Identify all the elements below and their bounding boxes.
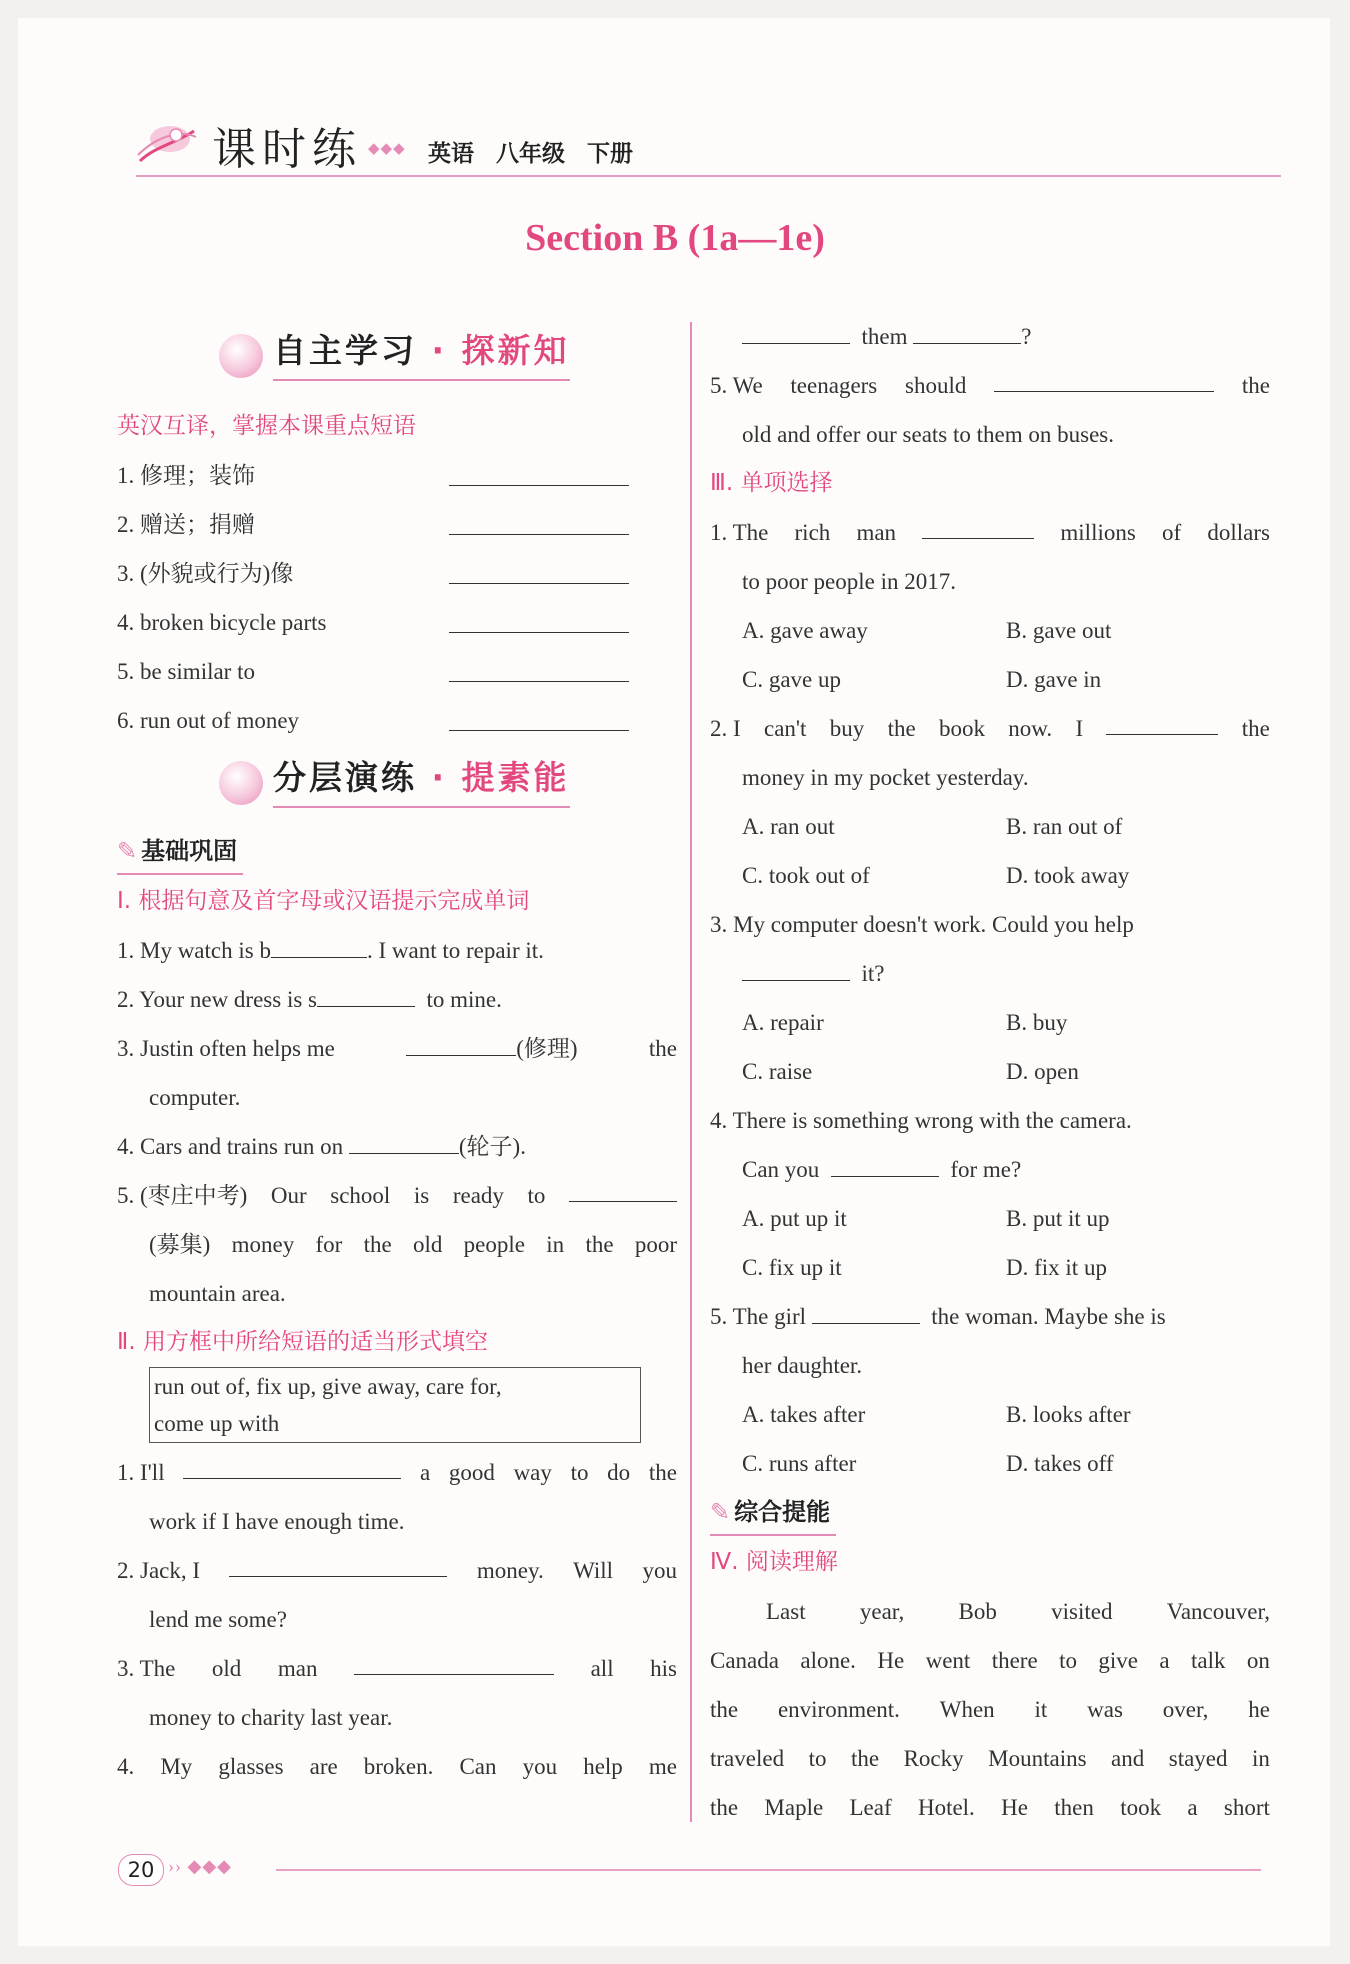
answer-blank[interactable] xyxy=(742,950,850,981)
answer-blank[interactable] xyxy=(449,610,629,633)
p2-q5-cont: old and offer our seats to them on buses. xyxy=(742,422,1114,447)
part3-title: Ⅲ. 单项选择 xyxy=(710,470,833,496)
phrase-box-line: come up with xyxy=(154,1411,280,1436)
mc-q2-options xyxy=(710,851,1270,900)
mc-q5-cont: her daughter. xyxy=(742,1353,863,1378)
vocab-item: 1. 修理；装饰 xyxy=(117,451,677,500)
p2-q4: 4. My glasses are broken. Can you help me xyxy=(117,1754,677,1779)
option[interactable]: B. buy xyxy=(1006,1010,1068,1035)
option[interactable]: C. took out of xyxy=(742,863,870,888)
mc-q2-options xyxy=(710,802,1270,851)
phrase-box xyxy=(149,1367,641,1443)
q3: 3. Justin often helps me (修理) the xyxy=(117,1024,677,1073)
mc-q3-options xyxy=(710,1047,1270,1096)
option[interactable]: B. looks after xyxy=(1006,1402,1131,1427)
mc-q5-options xyxy=(710,1390,1270,1439)
p2-q1-cont: work if I have enough time. xyxy=(149,1509,405,1534)
mc-q3-cont: it? xyxy=(710,949,1270,998)
p2-q2-cont: lend me some? xyxy=(149,1607,287,1632)
option[interactable]: C. fix up it xyxy=(742,1255,842,1280)
answer-blank[interactable] xyxy=(449,512,629,535)
mc-q4: 4. There is something wrong with the camera. xyxy=(710,1108,1132,1133)
answer-blank[interactable] xyxy=(354,1644,554,1675)
p2-q5: 5. We teenagers should the xyxy=(710,361,1270,410)
option[interactable]: D. took away xyxy=(1006,863,1130,888)
q4: 4. Cars and trains run on (轮子). xyxy=(117,1122,677,1171)
option[interactable]: C. raise xyxy=(742,1059,813,1084)
part4-title: Ⅳ. 阅读理解 xyxy=(710,1549,838,1575)
option[interactable]: B. gave out xyxy=(1006,618,1112,643)
right-column xyxy=(710,312,1270,1832)
q1: 1. My watch is b . I want to repair it. xyxy=(117,926,677,975)
answer-blank[interactable] xyxy=(922,508,1034,539)
vocab-item: 3. (外貌或行为)像 xyxy=(117,549,677,598)
answer-blank[interactable] xyxy=(406,1025,516,1056)
subhead-row xyxy=(117,827,677,877)
mc-q3: 3. My computer doesn't work. Could you help xyxy=(710,912,1134,937)
part2-title: Ⅱ. 用方框中所给短语的适当形式填空 xyxy=(117,1329,488,1355)
answer-blank[interactable] xyxy=(349,1123,459,1154)
mc-q1-options xyxy=(710,655,1270,704)
answer-blank[interactable] xyxy=(994,361,1214,392)
section-title: Section B (1a—1e) xyxy=(525,217,825,259)
answer-blank[interactable] xyxy=(569,1171,677,1202)
option[interactable]: C. gave up xyxy=(742,667,842,692)
option[interactable]: D. takes off xyxy=(1006,1451,1114,1476)
mc-q1-options xyxy=(710,606,1270,655)
answer-blank[interactable] xyxy=(1106,704,1218,735)
p2-q3: 3. The old man all his xyxy=(117,1644,677,1693)
banner-title: 分层演练 · 提素能 xyxy=(273,753,570,808)
page-header xyxy=(136,113,1281,177)
reading-line: Canada alone. He went there to give a talk on xyxy=(710,1648,1270,1673)
option[interactable]: B. put it up xyxy=(1006,1206,1110,1231)
reading-line: the Maple Leaf Hotel. He then took a short xyxy=(710,1795,1270,1820)
p2-q1: 1. I'll a good way to do the xyxy=(117,1448,677,1497)
mc-q3-options xyxy=(710,998,1270,1047)
banner-self-study xyxy=(117,312,677,402)
answer-blank[interactable] xyxy=(449,708,629,731)
answer-blank[interactable] xyxy=(831,1146,939,1177)
subhead-row xyxy=(710,1488,1270,1538)
page-number: 20 xyxy=(118,1854,164,1886)
mc-q5-options xyxy=(710,1439,1270,1488)
q3-cont: computer. xyxy=(149,1085,241,1110)
mc-q2: 2. I can't buy the book now. I the xyxy=(710,704,1270,753)
option[interactable]: A. repair xyxy=(742,1010,824,1035)
vocab-item: 6. run out of money xyxy=(117,696,677,745)
mc-q5: 5. The girl the woman. Maybe she is xyxy=(710,1292,1270,1341)
answer-blank[interactable] xyxy=(229,1546,447,1577)
vocab-item: 2. 赠送；捐赠 xyxy=(117,500,677,549)
subject-grade: 英语 八年级 下册 xyxy=(428,141,634,167)
pink-orb-icon xyxy=(219,761,263,805)
q5-cont2: mountain area. xyxy=(149,1281,286,1306)
option[interactable]: A. ran out xyxy=(742,814,835,839)
footer-rule xyxy=(276,1869,1261,1871)
answer-blank[interactable] xyxy=(449,659,629,682)
reading-line: Last year, Bob visited Vancouver, xyxy=(766,1599,1270,1624)
reading-line: traveled to the Rocky Mountains and stayed in xyxy=(710,1746,1270,1771)
pen-icon: ✎ xyxy=(710,1498,731,1526)
page-footer xyxy=(118,1854,1263,1884)
option[interactable]: A. takes after xyxy=(742,1402,866,1427)
p2-q4-cont: them ? xyxy=(710,312,1270,361)
answer-blank[interactable] xyxy=(742,313,850,344)
option[interactable]: D. open xyxy=(1006,1059,1079,1084)
option[interactable]: D. fix it up xyxy=(1006,1255,1107,1280)
pink-swirl-logo-icon xyxy=(136,117,198,169)
brand-title: 课时练 xyxy=(212,124,362,175)
q2: 2. Your new dress is s to mine. xyxy=(117,975,677,1024)
mc-q4-cont: Can you for me? xyxy=(710,1145,1270,1194)
phrase-box-line: run out of, fix up, give away, care for, xyxy=(154,1374,502,1399)
vocab-item: 4. broken bicycle parts xyxy=(117,598,677,647)
answer-blank[interactable] xyxy=(183,1448,401,1479)
subhead-basics: ✎ 基础巩固 xyxy=(117,829,243,875)
header-dots-icon: ◆◆◆ xyxy=(368,141,406,157)
option[interactable]: A. put up it xyxy=(742,1206,847,1231)
option[interactable]: C. runs after xyxy=(742,1451,857,1476)
answer-blank[interactable] xyxy=(913,313,1021,344)
answer-blank[interactable] xyxy=(317,976,415,1007)
answer-blank[interactable] xyxy=(449,561,629,584)
reading-line: the environment. When it was over, he xyxy=(710,1697,1270,1722)
pen-icon: ✎ xyxy=(117,837,138,865)
banner-title: 自主学习 · 探新知 xyxy=(273,326,570,381)
p2-q3-cont: money to charity last year. xyxy=(149,1705,393,1730)
pink-orb-icon xyxy=(219,334,263,378)
mc-q4-options xyxy=(710,1243,1270,1292)
banner-layered-practice xyxy=(117,745,677,827)
answer-blank[interactable] xyxy=(812,1293,920,1324)
mc-q2-cont: money in my pocket yesterday. xyxy=(742,765,1029,790)
left-column xyxy=(117,312,677,1791)
option[interactable]: A. gave away xyxy=(742,618,868,643)
option[interactable]: D. gave in xyxy=(1006,667,1102,692)
column-divider xyxy=(690,322,692,1822)
answer-blank[interactable] xyxy=(271,927,367,958)
mc-q1: 1. The rich man millions of dollars xyxy=(710,508,1270,557)
mc-q4-options xyxy=(710,1194,1270,1243)
part1-title: Ⅰ. 根据句意及首字母或汉语提示完成单词 xyxy=(117,888,530,914)
q5-cont: (募集) money for the old people in the poor xyxy=(149,1232,677,1257)
vocab-item: 5. be similar to xyxy=(117,647,677,696)
vocab-instruction: 英汉互译，掌握本课重点短语 xyxy=(117,413,416,439)
mc-q1-cont: to poor people in 2017. xyxy=(742,569,956,594)
subhead-comprehensive: ✎ 综合提能 xyxy=(710,1490,836,1536)
answer-blank[interactable] xyxy=(449,463,629,486)
footer-dots-icon: ›› ◆◆◆ xyxy=(168,1856,233,1876)
option[interactable]: B. ran out of xyxy=(1006,814,1123,839)
p2-q2: 2. Jack, I money. Will you xyxy=(117,1546,677,1595)
q5: 5. (枣庄中考) Our school is ready to xyxy=(117,1171,677,1220)
